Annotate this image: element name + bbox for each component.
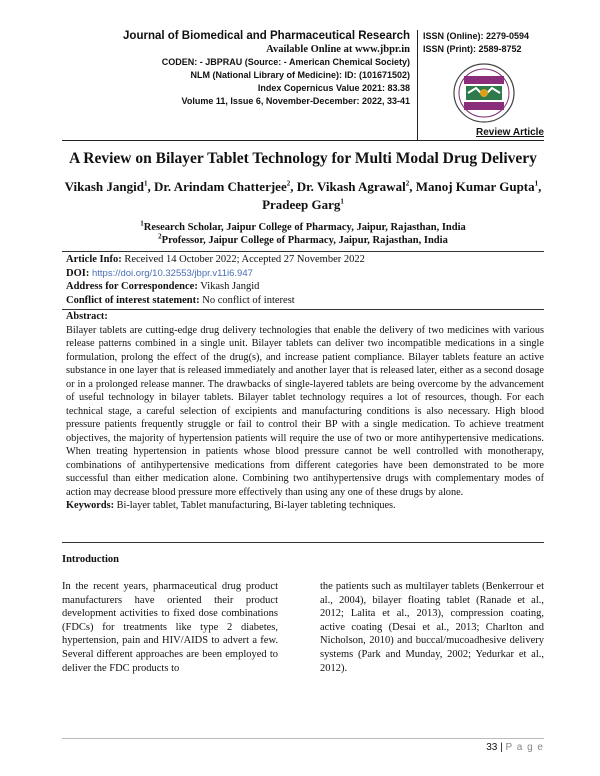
- volume-issue: Volume 11, Issue 6, November-December: 2022, 33-41: [181, 96, 410, 106]
- issn-online: ISSN (Online): 2279-0594: [423, 31, 530, 41]
- page-word: P a g e: [505, 742, 544, 753]
- header-rule: [62, 140, 544, 141]
- article-type: Review Article: [476, 127, 544, 138]
- journal-header: [40, 30, 410, 108]
- abstract-text: Bilayer tablets are cutting-edge drug delivery technologies that enable the delivery of two medicines with various release patterns combined in a single unit. Bilayer tablets can deliver two incompatible medications in a single formulation, prolong the effect of the drug(s), and increase patient compliance. Bilayer tablets feature an active substance in one layer that is released immediately and another layer that is released later, either as a second dosage or in a prolonged release manner. The drawbacks of single-layered tablets are being overcome by the advancement of useful technology in bilayer tablets. Bilayer tablet technology requires a lot of resources, though. For each technical stage, a careful selection of excipients and manufacturing conditions is also necessary. High blood pressure patients frequently struggle or fail to control their BP with a single medication. To achieve treatment objectives, the majority of hypertension patients will require the use of two or more antihypertensive medications. When treating hypertension in patients whose blood pressure cannot be well controlled with monotherapy, combinations of antihypertensive medications from different categories have been demonstrated to be more successful than either medication alone. Combining two antihypertensive drugs with complementary modes of action may decrease blood pressure more effectively than using any one of these drugs by alone.: [66, 324, 544, 498]
- abstract-label: Abstract:: [66, 311, 108, 322]
- footer-rule: [62, 738, 544, 739]
- correspondence-name: Vikash Jangid: [200, 281, 260, 292]
- affiliations: [62, 221, 544, 247]
- journal-name: Journal of Biomedical and Pharmaceutical Research: [123, 30, 410, 42]
- author-name: Dr. Arindam Chatterjee: [153, 179, 287, 194]
- journal-logo-icon: [452, 62, 516, 124]
- author-name: Dr. Vikash Agrawal: [296, 179, 406, 194]
- conflict-row: [66, 294, 544, 308]
- info-rule-top: [62, 251, 544, 252]
- introduction-heading: Introduction: [62, 554, 119, 565]
- affiliation-1: [62, 221, 544, 234]
- author-name: Pradeep Garg: [262, 197, 341, 212]
- affiliation-2: [62, 234, 544, 247]
- author-sup: 2: [405, 179, 410, 188]
- author-sup: 1: [143, 179, 148, 188]
- conflict-text: No conflict of interest: [202, 294, 295, 306]
- keywords-label: Keywords:: [66, 500, 115, 511]
- author-list: Vikash Jangid$^1$, Dr. Arindam Chatterjee$^2$, Dr. Vikash Agrawal$^2$, Manoj Kumar Gupta$^1$, Pradeep Garg$^1$: [64, 179, 542, 212]
- conflict-label: Conflict of interest statement:: [66, 294, 200, 306]
- journal-website: Available Online at www.jbpr.in: [266, 44, 410, 55]
- issn-block: [423, 30, 529, 56]
- author-sup: 1: [340, 197, 344, 206]
- page-separator: |: [500, 742, 503, 753]
- intro-column-right: the patients such as multilayer tablets (Benkerrour et al., 2004), bilayer floating tablet (Ranade et al., 2012; Lalita et al., 2013), compression coating, active coating (Desai et al., 2013; Charlton and Nicholson, 2010) and buccal/mucoadhesive delivery systems (Park and Munday, 2002; Yedurkar et al., 2012).: [320, 581, 544, 674]
- correspondence-label: Address for Correspondence:: [66, 281, 198, 292]
- doi-link[interactable]: https://doi.org/10.32553/jbpr.v11i6.947: [91, 267, 253, 279]
- doi-row: [66, 267, 544, 281]
- index-copernicus: Index Copernicus Value 2021: 83.38: [257, 83, 410, 93]
- affiliation-sup: 1: [140, 219, 144, 228]
- article-info-row: [66, 253, 544, 267]
- header-divider: [417, 30, 418, 140]
- author-sup: 2: [286, 179, 291, 188]
- author-name: Manoj Kumar Gupta: [415, 179, 535, 194]
- keywords-row: [66, 499, 544, 513]
- article-title: A Review on Bilayer Tablet Technology for Multi Modal Drug Delivery: [69, 150, 537, 167]
- nlm-id: NLM (National Library of Medicine): ID: (101671502): [190, 70, 410, 80]
- abstract-rule-bottom: [62, 542, 544, 543]
- author-name: Vikash Jangid: [64, 179, 144, 194]
- doi-label: DOI:: [66, 267, 90, 279]
- affiliation-text: Research Scholar, Jaipur College of Pharmacy, Jaipur, Rajasthan, India: [143, 222, 466, 233]
- page-number-value: 33: [486, 742, 498, 753]
- article-info-dates: Received 14 October 2022; Accepted 27 November 2022: [124, 254, 365, 265]
- affiliation-sup: 2: [158, 232, 162, 241]
- intro-column-left: In the recent years, pharmaceutical drug product manufacturers have oriented their product development activities to fixed dose combinations (FDCs) for treatments like type 2 diabetes, hypertension, pain and HIV/AIDS to advert a few. Several different approaches are been employed to deliver the FDC products to: [62, 581, 278, 674]
- affiliation-text: Professor, Jaipur College of Pharmacy, Jaipur, Rajasthan, India: [161, 235, 448, 246]
- keywords-text: Bi-layer tablet, Tablet manufacturing, Bi-layer tableting techniques.: [116, 500, 396, 511]
- page-number: [486, 742, 544, 753]
- article-info-block: [66, 253, 544, 307]
- correspondence-row: [66, 280, 544, 294]
- article-info-label: Article Info:: [66, 254, 122, 265]
- issn-print: ISSN (Print): 2589-8752: [423, 44, 522, 54]
- abstract-block: [66, 310, 544, 513]
- coden: CODEN: - JBPRAU (Source: - American Chemical Society): [161, 57, 410, 67]
- author-sup: 1: [534, 179, 539, 188]
